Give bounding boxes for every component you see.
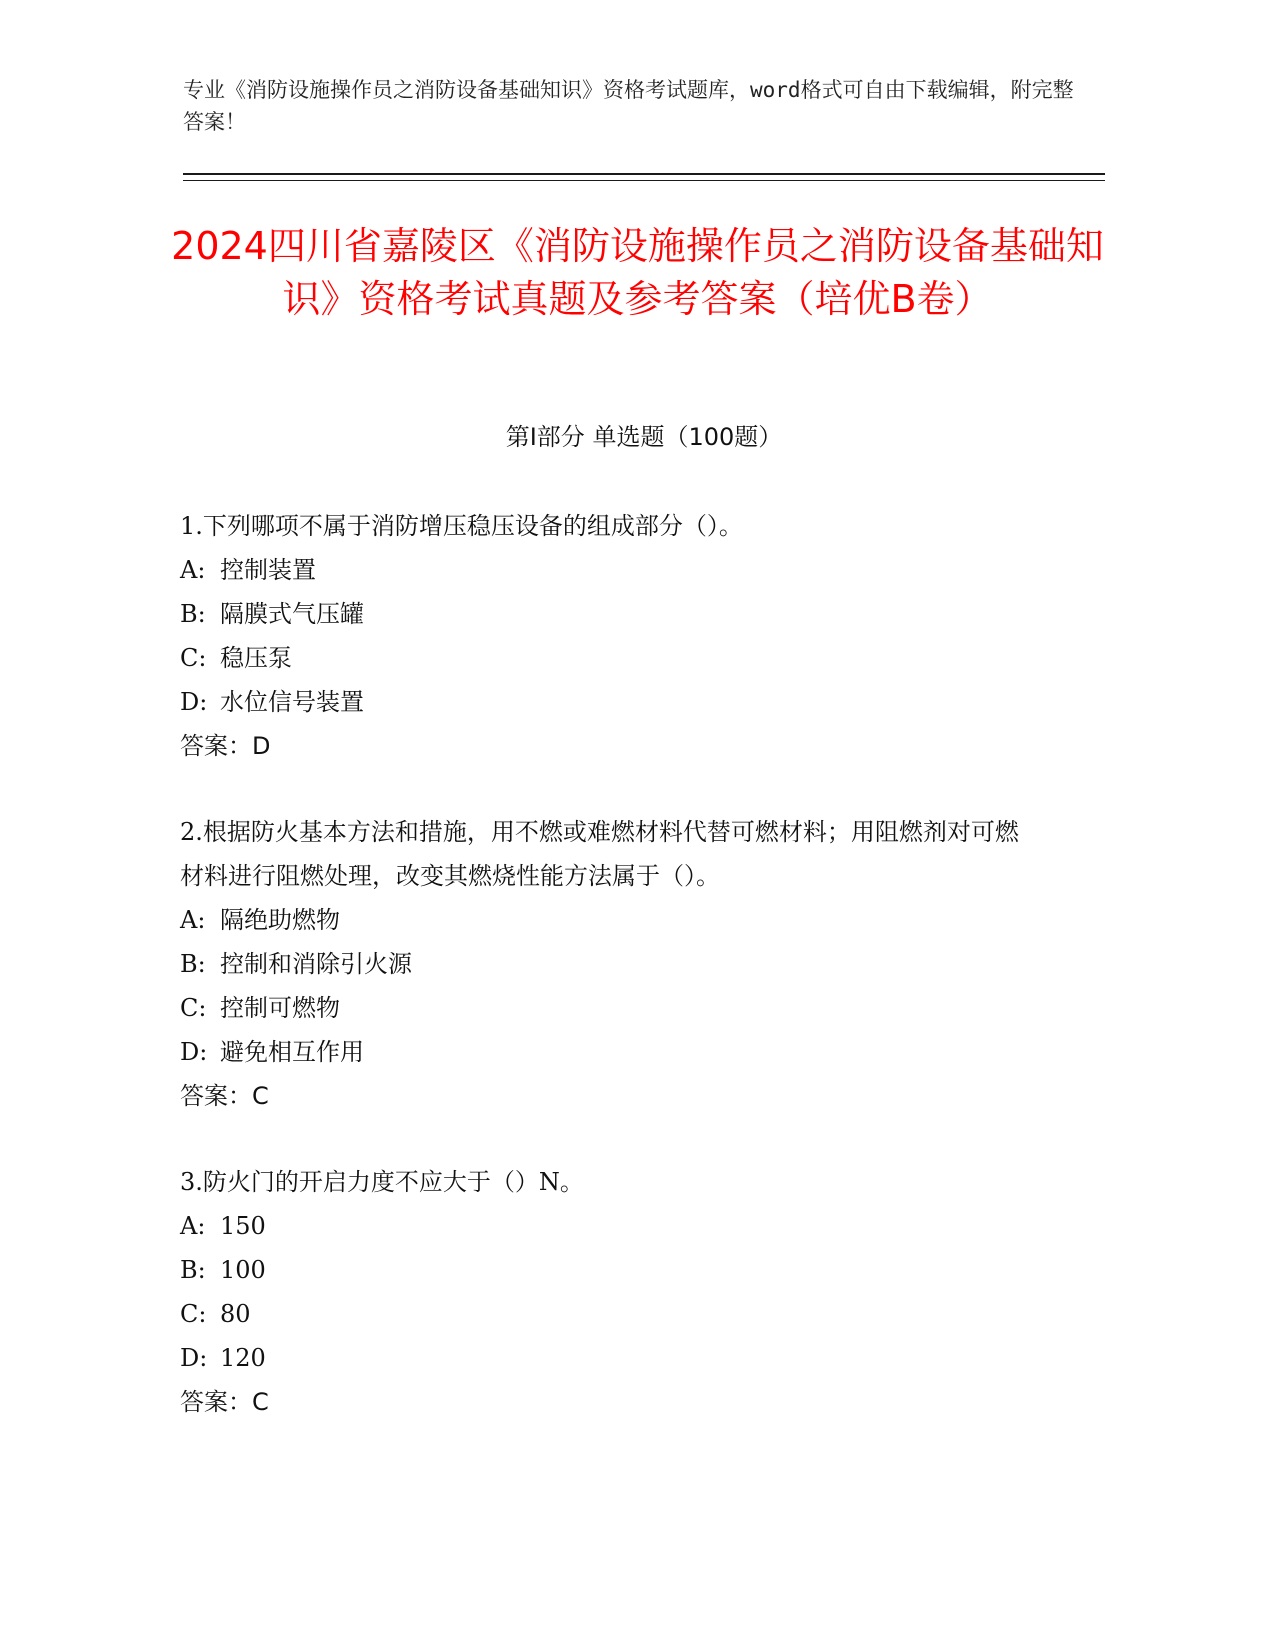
option-letter: C: bbox=[180, 1300, 207, 1328]
option-letter: C: bbox=[180, 644, 207, 672]
question-2 bbox=[180, 810, 1030, 1118]
option-text: 稳压泵 bbox=[220, 644, 292, 672]
option-letter: C: bbox=[180, 994, 207, 1022]
question-stem: 3.防火门的开启力度不应大于（）N。 bbox=[180, 1168, 584, 1196]
option-b bbox=[180, 592, 1030, 636]
option-text: 100 bbox=[220, 1256, 266, 1284]
option-d bbox=[180, 680, 1030, 724]
question-3 bbox=[180, 1160, 1030, 1424]
option-a bbox=[180, 898, 1030, 942]
answer: 答案：D bbox=[180, 732, 271, 760]
option-letter: B: bbox=[180, 950, 206, 978]
option-text: 隔绝助燃物 bbox=[220, 906, 340, 934]
option-c bbox=[180, 1292, 1030, 1336]
option-text: 控制装置 bbox=[220, 556, 316, 584]
option-c bbox=[180, 986, 1030, 1030]
option-letter: B: bbox=[180, 1256, 206, 1284]
option-a bbox=[180, 1204, 1030, 1248]
option-text: 水位信号装置 bbox=[220, 688, 364, 716]
option-text: 避免相互作用 bbox=[220, 1038, 364, 1066]
option-letter: D: bbox=[180, 1344, 208, 1372]
question-stem: 2.根据防火基本方法和措施，用不燃或难燃材料代替可燃材料；用阻燃剂对可燃材料进行阻燃处理，改变其燃烧性能方法属于（）。 bbox=[180, 818, 1019, 890]
answer: 答案：C bbox=[180, 1388, 269, 1416]
question-list bbox=[180, 504, 1030, 1466]
option-b bbox=[180, 942, 1030, 986]
option-text: 控制和消除引火源 bbox=[220, 950, 412, 978]
option-d bbox=[180, 1336, 1030, 1380]
answer: 答案：C bbox=[180, 1082, 269, 1110]
question-1 bbox=[180, 504, 1030, 768]
option-text: 120 bbox=[220, 1344, 266, 1372]
header-divider-thick bbox=[183, 173, 1105, 175]
option-a bbox=[180, 548, 1030, 592]
document-title: 2024四川省嘉陵区《消防设施操作员之消防设备基础知识》资格考试真题及参考答案（培优B卷） bbox=[171, 224, 1104, 321]
option-text: 150 bbox=[220, 1212, 266, 1240]
option-text: 隔膜式气压罐 bbox=[220, 600, 364, 628]
option-c bbox=[180, 636, 1030, 680]
option-letter: B: bbox=[180, 600, 206, 628]
option-letter: A: bbox=[180, 1212, 206, 1240]
header-note: 专业《消防设施操作员之消防设备基础知识》资格考试题库，word格式可自由下载编辑，附完整答案！ bbox=[183, 78, 1074, 134]
option-letter: A: bbox=[180, 906, 206, 934]
header-divider-thin bbox=[183, 180, 1105, 181]
option-text: 控制可燃物 bbox=[220, 994, 340, 1022]
question-stem: 1.下列哪项不属于消防增压稳压设备的组成部分（）。 bbox=[180, 512, 743, 540]
option-letter: D: bbox=[180, 1038, 208, 1066]
section-title: 第I部分 单选题（100题） bbox=[505, 423, 783, 451]
option-letter: D: bbox=[180, 688, 208, 716]
option-letter: A: bbox=[180, 556, 206, 584]
option-text: 80 bbox=[220, 1300, 251, 1328]
option-d bbox=[180, 1030, 1030, 1074]
option-b bbox=[180, 1248, 1030, 1292]
